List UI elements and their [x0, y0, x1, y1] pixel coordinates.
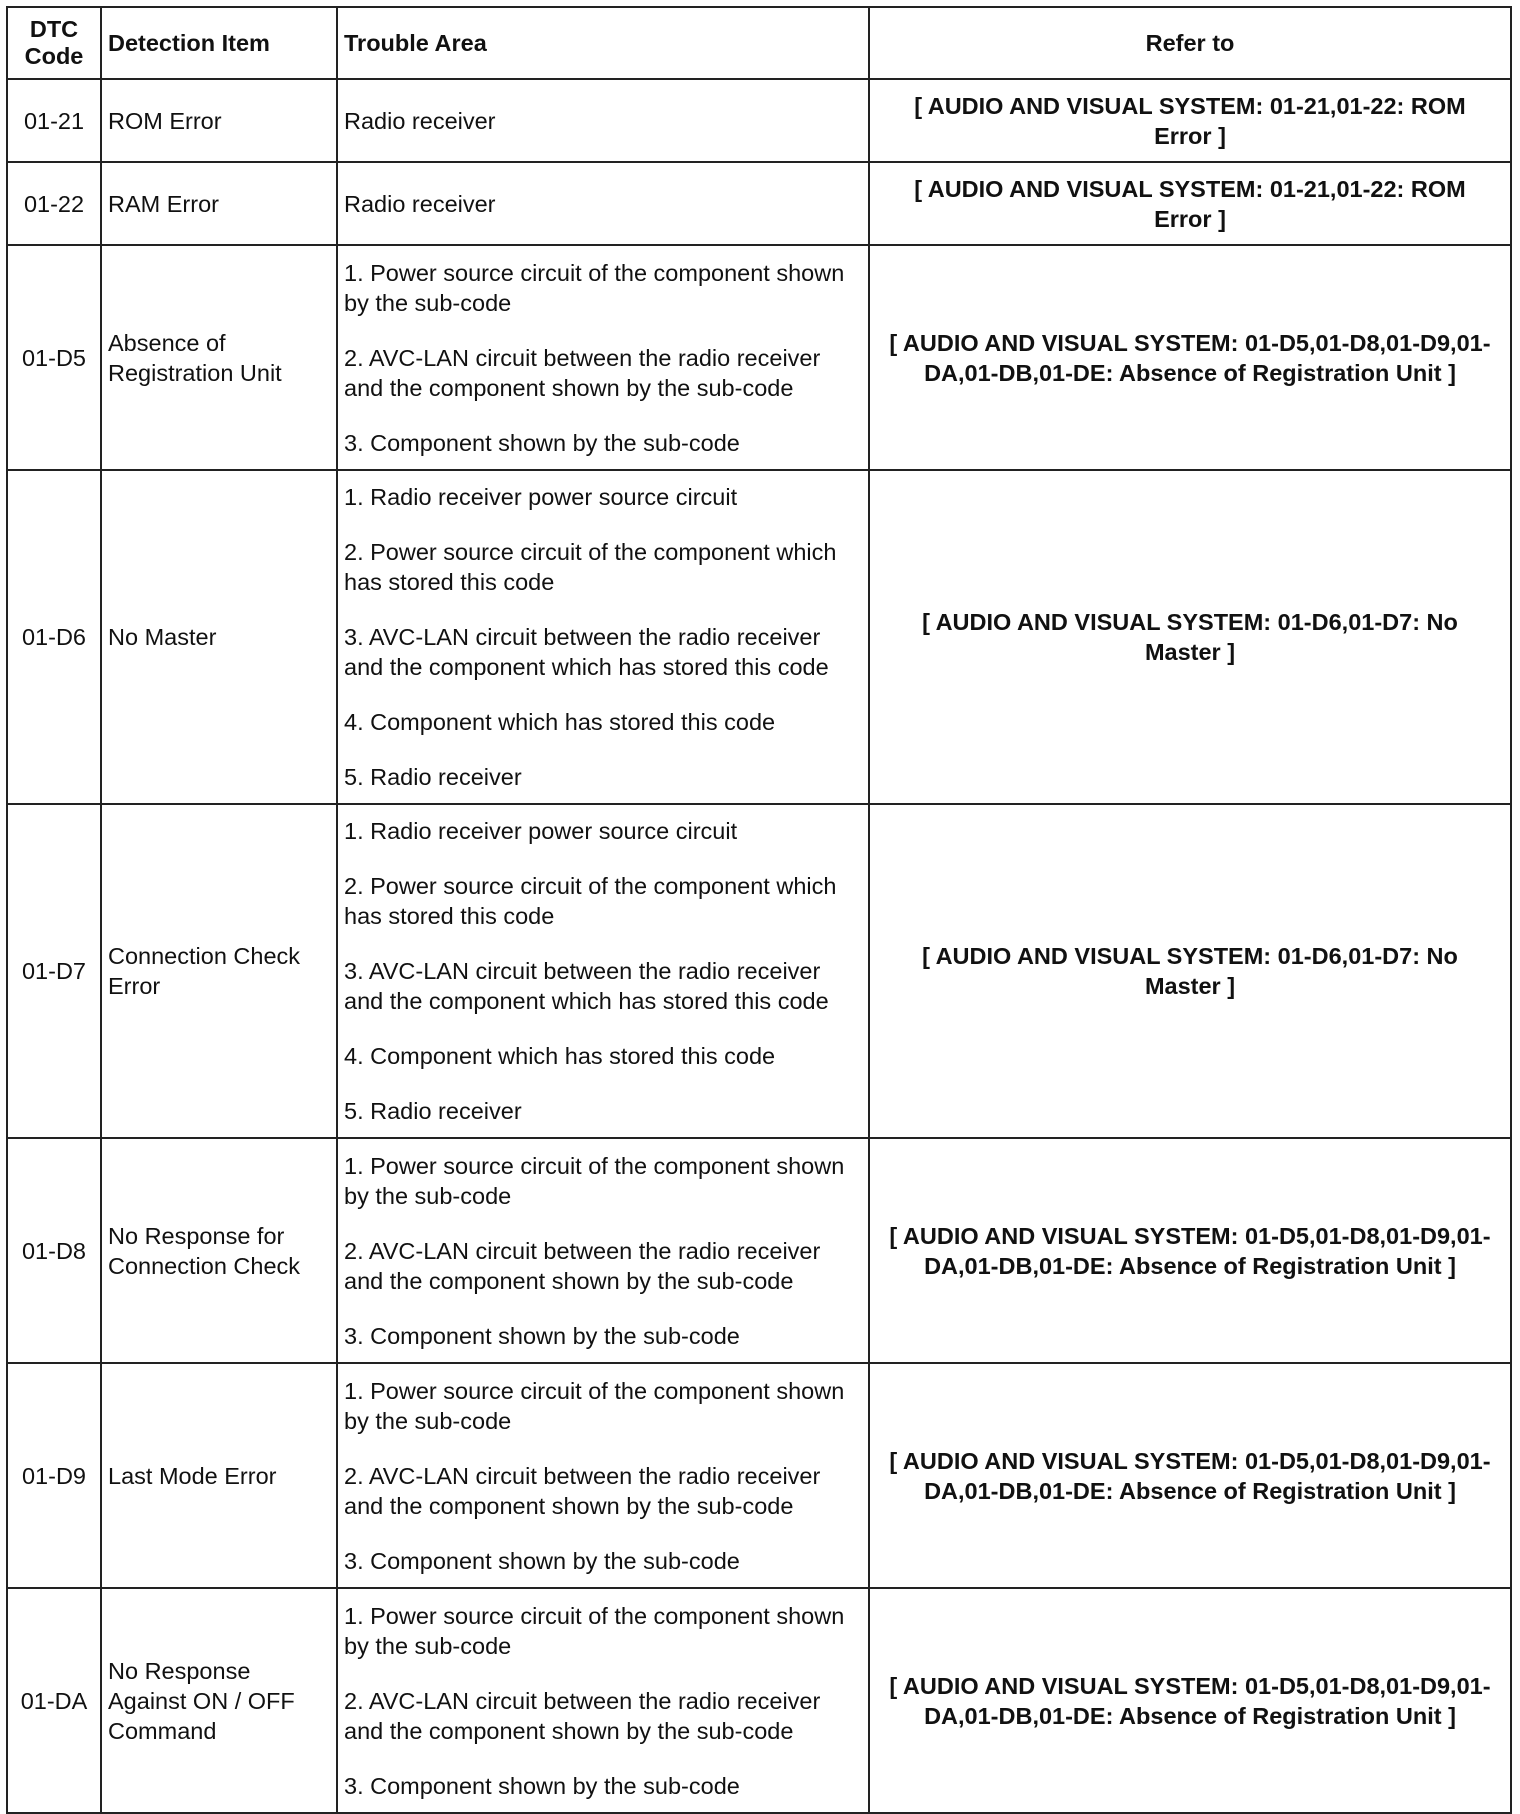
trouble-area-item: Radio receiver: [344, 107, 496, 134]
trouble-area-item: 1. Radio receiver power source circuit: [344, 484, 738, 510]
header-row: [7, 7, 1511, 79]
dtc-code-cell: 01-21: [7, 79, 101, 162]
trouble-area-cell: [337, 804, 869, 1138]
trouble-area-item: 4. Component which has stored this code: [344, 709, 776, 735]
trouble-area-item: 3. Component shown by the sub-code: [344, 1322, 740, 1349]
table-row: [7, 470, 1511, 804]
table-row: [7, 1363, 1511, 1588]
table-row: [7, 1588, 1511, 1813]
dtc-code-cell: 01-D8: [7, 1138, 101, 1363]
trouble-area-item: 5. Radio receiver: [344, 1098, 522, 1124]
refer-to-link[interactable]: [ AUDIO AND VISUAL SYSTEM: 01-D5,01-D8,01-D9,01-DA,01-DB,01-DE: Absence of Registration Unit ]: [869, 245, 1511, 470]
header-detection-item: Detection Item: [101, 7, 337, 79]
table-row: [7, 804, 1511, 1138]
detection-item-cell: No Response Against ON / OFF Command: [101, 1588, 337, 1813]
trouble-area-item: 3. AVC-LAN circuit between the radio receiver and the component which has stored this code: [344, 624, 829, 680]
trouble-area-cell: [337, 470, 869, 804]
table-row: [7, 245, 1511, 470]
refer-to-link[interactable]: [ AUDIO AND VISUAL SYSTEM: 01-D5,01-D8,01-D9,01-DA,01-DB,01-DE: Absence of Registration Unit ]: [869, 1138, 1511, 1363]
header-trouble-area: Trouble Area: [337, 7, 869, 79]
trouble-area-item: 1. Power source circuit of the component shown by the sub-code: [344, 259, 845, 316]
trouble-area-item: 1. Radio receiver power source circuit: [344, 818, 738, 844]
trouble-area-cell: [337, 1588, 869, 1813]
trouble-area-item: 1. Power source circuit of the component shown by the sub-code: [344, 1602, 845, 1659]
refer-to-link[interactable]: [ AUDIO AND VISUAL SYSTEM: 01-21,01-22: ROM Error ]: [869, 79, 1511, 162]
table-row: [7, 79, 1511, 162]
trouble-area-item: 4. Component which has stored this code: [344, 1043, 776, 1069]
trouble-area-item: 2. AVC-LAN circuit between the radio receiver and the component shown by the sub-code: [344, 1462, 821, 1519]
trouble-area-cell: [337, 245, 869, 470]
dtc-code-cell: 01-22: [7, 162, 101, 245]
trouble-area-item: 2. Power source circuit of the component which has stored this code: [344, 873, 837, 929]
dtc-table: [6, 6, 1512, 1814]
detection-item-cell: Absence of Registration Unit: [101, 245, 337, 470]
trouble-area-item: Radio receiver: [344, 190, 496, 217]
detection-item-cell: ROM Error: [101, 79, 337, 162]
trouble-area-item: 2. AVC-LAN circuit between the radio receiver and the component shown by the sub-code: [344, 1237, 821, 1294]
table-row: [7, 162, 1511, 245]
trouble-area-item: 2. AVC-LAN circuit between the radio receiver and the component shown by the sub-code: [344, 344, 821, 401]
detection-item-cell: RAM Error: [101, 162, 337, 245]
trouble-area-item: 3. Component shown by the sub-code: [344, 429, 740, 456]
trouble-area-cell: [337, 1138, 869, 1363]
trouble-area-item: 2. AVC-LAN circuit between the radio receiver and the component shown by the sub-code: [344, 1687, 821, 1744]
trouble-area-item: 1. Power source circuit of the component shown by the sub-code: [344, 1377, 845, 1434]
trouble-area-item: 5. Radio receiver: [344, 764, 522, 790]
detection-item-cell: Last Mode Error: [101, 1363, 337, 1588]
trouble-area-cell: [337, 79, 869, 162]
trouble-area-item: 1. Power source circuit of the component shown by the sub-code: [344, 1152, 845, 1209]
detection-item-cell: Connection Check Error: [101, 804, 337, 1138]
trouble-area-item: 3. Component shown by the sub-code: [344, 1547, 740, 1574]
dtc-code-cell: 01-D9: [7, 1363, 101, 1588]
dtc-code-cell: 01-D7: [7, 804, 101, 1138]
trouble-area-item: 2. Power source circuit of the component which has stored this code: [344, 539, 837, 595]
detection-item-cell: No Response for Connection Check: [101, 1138, 337, 1363]
trouble-area-cell: [337, 1363, 869, 1588]
trouble-area-cell: [337, 162, 869, 245]
trouble-area-item: 3. AVC-LAN circuit between the radio receiver and the component which has stored this code: [344, 958, 829, 1014]
refer-to-link[interactable]: [ AUDIO AND VISUAL SYSTEM: 01-D6,01-D7: No Master ]: [869, 804, 1511, 1138]
header-refer-to: Refer to: [869, 7, 1511, 79]
refer-to-link[interactable]: [ AUDIO AND VISUAL SYSTEM: 01-21,01-22: ROM Error ]: [869, 162, 1511, 245]
refer-to-link[interactable]: [ AUDIO AND VISUAL SYSTEM: 01-D6,01-D7: No Master ]: [869, 470, 1511, 804]
detection-item-cell: No Master: [101, 470, 337, 804]
header-dtc-code: DTC Code: [7, 7, 101, 79]
trouble-area-item: 3. Component shown by the sub-code: [344, 1772, 740, 1799]
dtc-code-cell: 01-D5: [7, 245, 101, 470]
dtc-code-cell: 01-DA: [7, 1588, 101, 1813]
refer-to-link[interactable]: [ AUDIO AND VISUAL SYSTEM: 01-D5,01-D8,01-D9,01-DA,01-DB,01-DE: Absence of Registration Unit ]: [869, 1588, 1511, 1813]
refer-to-link[interactable]: [ AUDIO AND VISUAL SYSTEM: 01-D5,01-D8,01-D9,01-DA,01-DB,01-DE: Absence of Registration Unit ]: [869, 1363, 1511, 1588]
table-row: [7, 1138, 1511, 1363]
dtc-code-cell: 01-D6: [7, 470, 101, 804]
